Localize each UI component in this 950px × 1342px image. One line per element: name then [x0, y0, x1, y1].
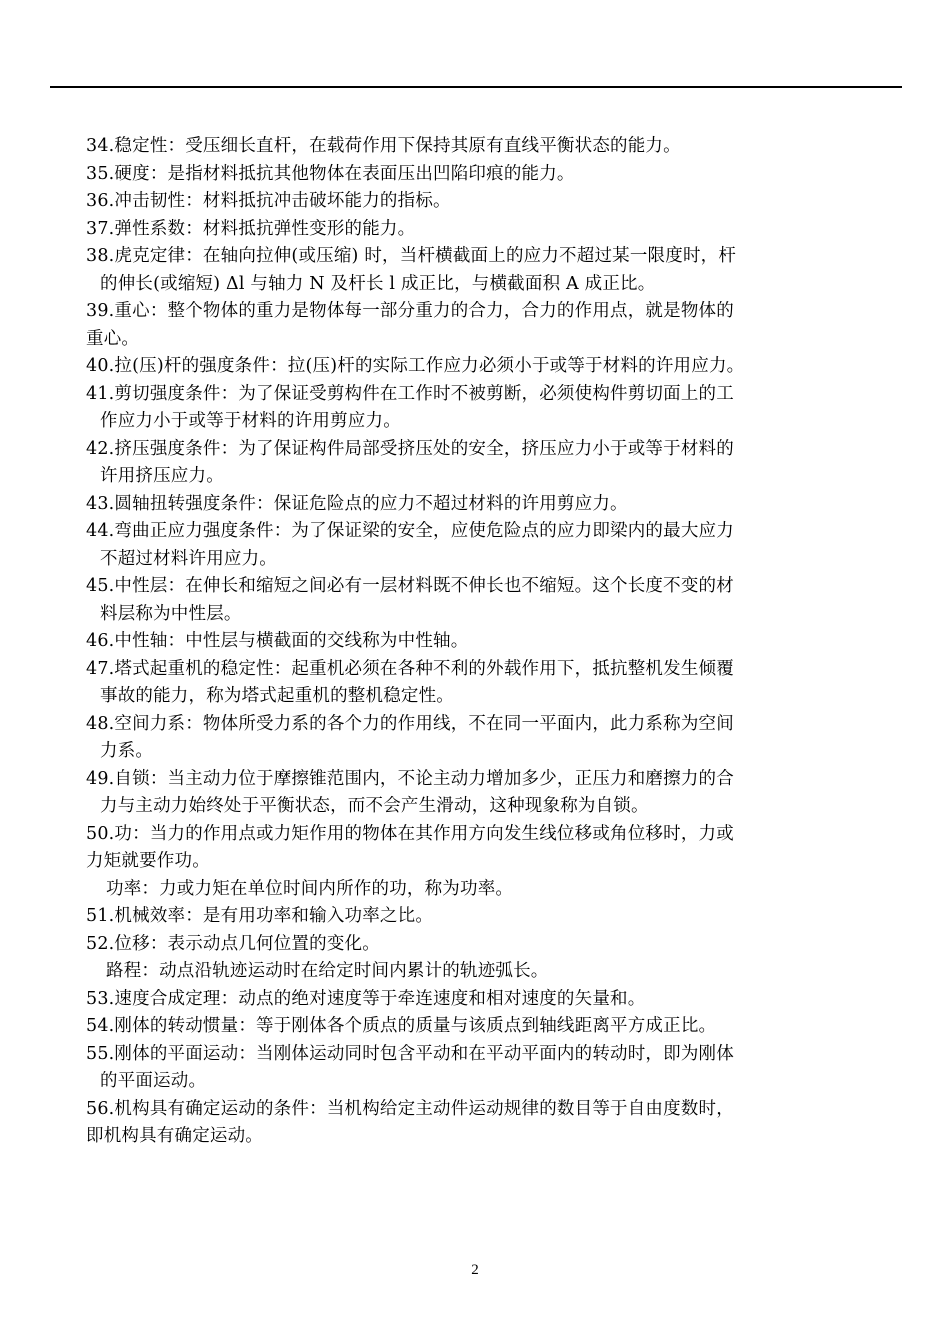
- continuation-line: 事故的能力，称为塔式起重机的整机稳定性。: [100, 686, 454, 706]
- definition-line: 40.拉(压)杆的强度条件：拉(压)杆的实际工作应力必须小于或等于材料的许用应力。: [86, 356, 745, 376]
- definition-line: 42.挤压强度条件：为了保证构件局部受挤压处的安全，挤压应力小于或等于材料的: [86, 438, 734, 459]
- continuation-line: 即机构具有确定运动。: [86, 1126, 263, 1146]
- sub-definition-line: 路程：动点沿轨迹运动时在给定时间内累计的轨迹弧长。: [106, 961, 549, 981]
- definition-line: 36.冲击韧性：材料抵抗冲击破坏能力的指标。: [86, 191, 451, 211]
- definition-line: 47.塔式起重机的稳定性：起重机必须在各种不利的外载作用下，抵抗整机发生倾覆: [86, 658, 734, 679]
- definition-line: 46.中性轴：中性层与横截面的交线称为中性轴。: [86, 631, 469, 651]
- continuation-line: 力系。: [100, 741, 154, 761]
- definition-line: 52.位移：表示动点几何位置的变化。: [86, 933, 380, 954]
- continuation-line: 不超过材料许用应力。: [100, 548, 277, 569]
- definition-line: 35.硬度：是指材料抵抗其他物体在表面压出凹陷印痕的能力。: [86, 163, 575, 184]
- document-body: [86, 133, 904, 1151]
- continuation-line: 力与主动力始终处于平衡状态，而不会产生滑动，这种现象称为自锁。: [100, 796, 649, 816]
- definition-line: 49.自锁：当主动力位于摩擦锥范围内，不论主动力增加多少，正压力和磨擦力的合: [86, 768, 734, 789]
- page-number: 2: [471, 1262, 479, 1278]
- definition-line: 41.剪切强度条件：为了保证受剪构件在工作时不被剪断，必须使构件剪切面上的工: [86, 383, 734, 404]
- definition-line: 56.机构具有确定运动的条件：当机构给定主动件运动规律的数目等于自由度数时，: [86, 1098, 734, 1119]
- definition-line: 50.功：当力的作用点或力矩作用的物体在其作用方向发生线位移或角位移时，力或: [86, 823, 734, 844]
- definition-line: 55.刚体的平面运动：当刚体运动同时包含平动和在平动平面内的转动时，即为刚体: [86, 1043, 734, 1064]
- header-rule: [50, 86, 902, 88]
- continuation-line: 重心。: [86, 328, 140, 349]
- definition-line: 54.刚体的转动惯量：等于刚体各个质点的质量与该质点到轴线距离平方成正比。: [86, 1016, 717, 1036]
- continuation-line: 作应力小于或等于材料的许用剪应力。: [100, 411, 401, 431]
- definition-line: 39.重心：整个物体的重力是物体每一部分重力的合力，合力的作用点，就是物体的: [86, 301, 734, 321]
- continuation-line: 的平面运动。: [100, 1071, 207, 1091]
- definition-line: 45.中性层：在伸长和缩短之间必有一层材料既不伸长也不缩短。这个长度不变的材: [86, 576, 734, 596]
- continuation-line: 力矩就要作功。: [86, 851, 210, 871]
- definition-line: 38.虎克定律：在轴向拉伸(或压缩) 时，当杆横截面上的应力不超过某一限度时，杆: [86, 246, 737, 266]
- definition-line: 44.弯曲正应力强度条件：为了保证梁的安全，应使危险点的应力即梁内的最大应力: [86, 521, 734, 541]
- definition-line: 37.弹性系数：材料抵抗弹性变形的能力。: [86, 218, 416, 239]
- definition-line: 43.圆轴扭转强度条件：保证危险点的应力不超过材料的许用剪应力。: [86, 493, 628, 514]
- definition-line: 53.速度合成定理：动点的绝对速度等于牵连速度和相对速度的矢量和。: [86, 988, 646, 1009]
- sub-definition-line: 功率：力或力矩在单位时间内所作的功，称为功率。: [106, 878, 514, 899]
- definition-line: 34.稳定性：受压细长直杆，在载荷作用下保持其原有直线平衡状态的能力。: [86, 136, 681, 156]
- definition-line: 48.空间力系：物体所受力系的各个力的作用线，不在同一平面内，此力系称为空间: [86, 713, 734, 734]
- continuation-line: 的伸长(或缩短) Δl 与轴力 N 及杆长 l 成正比，与横截面积 A 成正比。: [100, 273, 656, 294]
- continuation-line: 许用挤压应力。: [100, 466, 224, 486]
- definition-line: 51.机械效率：是有用功率和输入功率之比。: [86, 906, 434, 926]
- continuation-line: 料层称为中性层。: [100, 603, 242, 624]
